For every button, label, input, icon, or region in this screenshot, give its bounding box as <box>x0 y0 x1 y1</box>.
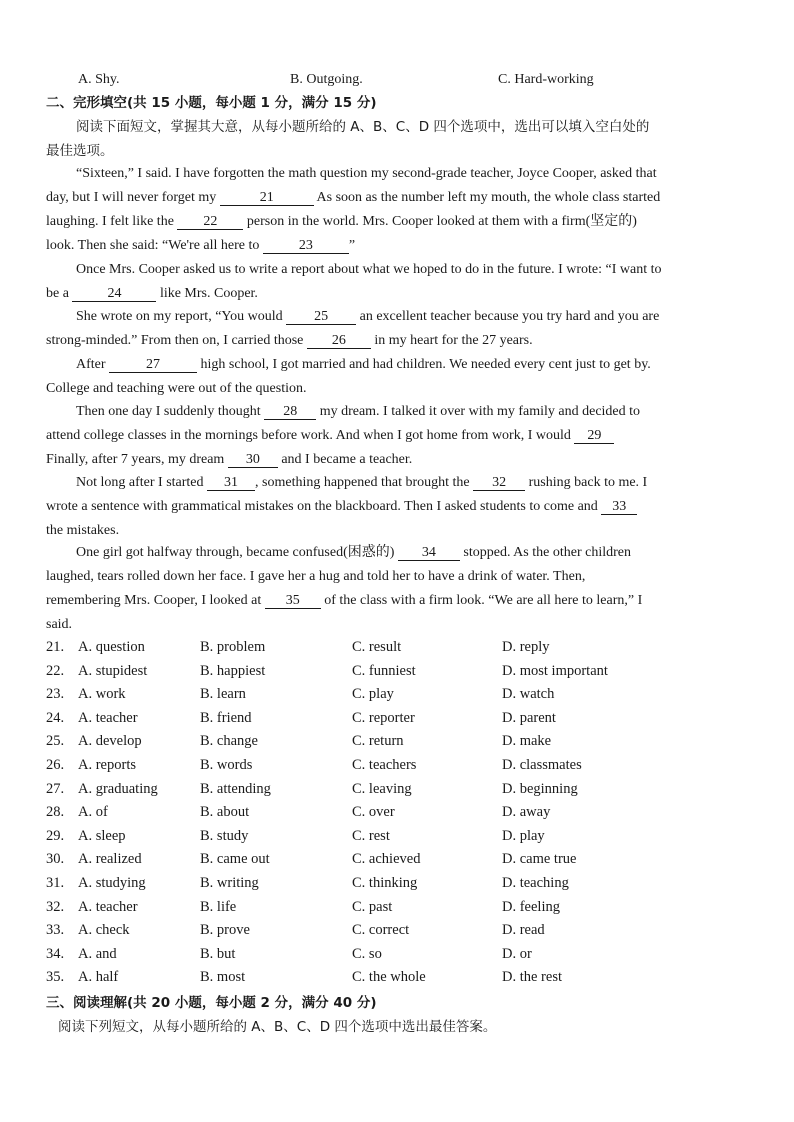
prev-option-c: C. Hard-working <box>498 72 594 87</box>
option-a: A. half <box>78 969 119 986</box>
question-row <box>46 969 746 991</box>
passage-line: the mistakes. <box>46 523 120 538</box>
option-b: B. problem <box>200 639 266 655</box>
blank-25: 25 <box>286 309 356 325</box>
option-b: B. came out <box>200 851 270 868</box>
passage-line: remembering Mrs. Cooper, I looked at 35 of the class with a firm look. “We are all here to learn,” I <box>46 593 643 608</box>
question-number: 28. <box>46 804 65 821</box>
passage-line: She wrote on my report, “You would 25 an excellent teacher because you try hard and you are <box>76 309 660 324</box>
blank-30: 30 <box>228 452 278 468</box>
option-c: C. rest <box>352 827 390 844</box>
section2-heading: 二、完形填空(共 15 小题，每小题 1 分，满分 15 分) <box>46 95 377 111</box>
passage-line: Once Mrs. Cooper asked us to write a report about what we hoped to do in the future. I wrote: “I want to <box>76 262 662 277</box>
blank-27: 27 <box>109 357 197 373</box>
option-c: C. so <box>352 945 382 962</box>
option-c: C. teachers <box>352 757 417 773</box>
option-b: B. most <box>200 969 246 986</box>
option-b: B. but <box>200 945 236 962</box>
question-number: 25. <box>46 733 65 750</box>
question-number: 21. <box>46 639 65 655</box>
question-number: 23. <box>46 686 65 703</box>
passage-line: Not long after I started 31 , something happened that brought the 32 rushing back to me. I <box>76 475 648 490</box>
question-number: 26. <box>46 757 65 773</box>
blank-22: 22 <box>177 214 243 230</box>
blank-28: 28 <box>264 404 316 420</box>
option-a: A. question <box>78 639 145 655</box>
passage-line: day, but I will never forget my 21 As soon as the number left my mouth, the whole class started <box>46 190 661 205</box>
blank-34: 34 <box>398 545 460 561</box>
option-b: B. prove <box>200 922 250 939</box>
blank-35: 35 <box>265 593 321 609</box>
option-c: C. past <box>352 898 393 915</box>
option-c: C. leaving <box>352 780 412 797</box>
option-a: A. realized <box>78 851 142 868</box>
option-a: A. teacher <box>78 898 138 915</box>
question-number: 33. <box>46 922 65 939</box>
option-b: B. about <box>200 804 250 821</box>
question-row <box>46 686 746 708</box>
option-a: A. work <box>78 686 126 703</box>
passage-line: One girl got halfway through, became confused(困惑的) 34 stopped. As the other children <box>76 545 631 560</box>
blank-31: 31 <box>207 475 255 491</box>
passage-line: Then one day I suddenly thought 28 my dream. I talked it over with my family and decided to <box>76 404 641 419</box>
passage-line: be a 24 like Mrs. Cooper. <box>46 286 258 301</box>
option-a: A. and <box>78 945 117 962</box>
passage-line: After 27 high school, I got married and had children. We needed every cent just to get by. <box>76 357 651 372</box>
option-a: A. graduating <box>78 780 158 797</box>
prev-option-b: B. Outgoing. <box>290 72 363 87</box>
passage-line: attend college classes in the mornings before work. And when I got home from work, I would 29 <box>46 427 726 445</box>
option-d: D. feeling <box>502 898 560 915</box>
question-number: 24. <box>46 709 65 726</box>
question-number: 35. <box>46 969 65 986</box>
blank-21: 21 <box>220 190 314 206</box>
section3-instruction: 阅读下列短文，从每小题所给的 A、B、C、D 四个选项中选出最佳答案。 <box>58 1019 497 1035</box>
passage-line: said. <box>46 617 73 632</box>
option-b: B. happiest <box>200 662 266 679</box>
question-row <box>46 781 746 803</box>
option-d: D. classmates <box>502 757 582 773</box>
option-c: C. correct <box>352 922 410 939</box>
option-c: C. the whole <box>352 969 426 986</box>
passage-line: College and teaching were out of the question. <box>46 381 307 396</box>
option-d: D. watch <box>502 686 555 703</box>
option-d: D. or <box>502 945 532 962</box>
option-d: D. beginning <box>502 780 578 797</box>
question-row <box>46 733 746 755</box>
option-a: A. stupidest <box>78 662 148 679</box>
option-b: B. words <box>200 757 253 773</box>
option-a: A. reports <box>78 757 136 773</box>
question-row <box>46 639 746 661</box>
passage-line: “Sixteen,” I said. I have forgotten the math question my second-grade teacher, Joyce Cooper, asked that <box>76 166 657 181</box>
blank-26: 26 <box>307 333 371 349</box>
passage-line: look. Then she said: “We're all here to 23 ” <box>46 238 356 253</box>
option-c: C. achieved <box>352 851 421 868</box>
option-c: C. return <box>352 733 404 750</box>
option-c: C. over <box>352 804 395 821</box>
option-d: D. parent <box>502 709 556 726</box>
option-d: D. make <box>502 733 552 750</box>
option-b: B. friend <box>200 709 252 726</box>
option-a: A. teacher <box>78 709 138 726</box>
question-number: 22. <box>46 662 65 679</box>
option-b: B. study <box>200 827 249 844</box>
question-row <box>46 851 746 873</box>
question-row <box>46 710 746 732</box>
option-c: C. reporter <box>352 709 415 726</box>
option-a: A. check <box>78 922 130 939</box>
question-number: 29. <box>46 827 65 844</box>
question-number: 30. <box>46 851 65 868</box>
passage-line: strong-minded.” From then on, I carried those 26 in my heart for the 27 years. <box>46 333 533 348</box>
blank-29: 29 <box>574 428 614 444</box>
prev-option-a: A. Shy. <box>78 72 120 87</box>
option-d: D. the rest <box>502 969 562 986</box>
option-c: C. result <box>352 639 402 655</box>
option-d: D. most important <box>502 662 608 679</box>
option-d: D. read <box>502 922 545 939</box>
option-d: D. away <box>502 804 551 821</box>
blank-24: 24 <box>72 286 156 302</box>
passage-line: laughed, tears rolled down her face. I gave her a hug and told her to have a drink of water. Then, <box>46 569 586 584</box>
option-d: D. reply <box>502 639 550 655</box>
option-c: C. funniest <box>352 662 416 679</box>
option-b: B. learn <box>200 686 246 703</box>
blank-33: 33 <box>601 499 637 515</box>
option-c: C. play <box>352 686 394 703</box>
section2-instruction-cont: 最佳选项。 <box>46 143 114 159</box>
option-b: B. life <box>200 898 237 915</box>
question-row <box>46 899 746 921</box>
blank-32: 32 <box>473 475 525 491</box>
question-row <box>46 804 746 826</box>
passage-line: laughing. I felt like the 22 person in the world. Mrs. Cooper looked at them with a firm(坚定的) <box>46 214 637 229</box>
question-row <box>46 922 746 944</box>
option-d: D. play <box>502 827 545 844</box>
section3-heading: 三、阅读理解(共 20 小题，每小题 2 分，满分 40 分) <box>46 995 377 1011</box>
option-d: D. came true <box>502 851 577 868</box>
blank-23: 23 <box>263 238 349 254</box>
passage-line: wrote a sentence with grammatical mistakes on the blackboard. Then I asked students to come and 33 <box>46 498 726 516</box>
question-row <box>46 946 746 968</box>
option-b: B. attending <box>200 780 271 797</box>
question-row <box>46 875 746 897</box>
question-row <box>46 828 746 850</box>
question-number: 32. <box>46 898 65 915</box>
question-number: 34. <box>46 945 65 962</box>
option-b: B. writing <box>200 875 259 891</box>
option-c: C. thinking <box>352 875 418 891</box>
option-b: B. change <box>200 733 258 750</box>
question-row <box>46 663 746 685</box>
option-a: A. studying <box>78 875 146 891</box>
section2-instruction: 阅读下面短文，掌握其大意，从每小题所给的 A、B、C、D 四个选项中，选出可以填入空白处的 <box>76 119 650 135</box>
option-a: A. sleep <box>78 827 126 844</box>
question-row <box>46 757 746 779</box>
question-number: 31. <box>46 875 65 891</box>
option-a: A. of <box>78 804 108 821</box>
option-a: A. develop <box>78 733 142 750</box>
passage-line: Finally, after 7 years, my dream 30 and I became a teacher. <box>46 452 413 467</box>
question-number: 27. <box>46 780 65 797</box>
option-d: D. teaching <box>502 875 569 891</box>
